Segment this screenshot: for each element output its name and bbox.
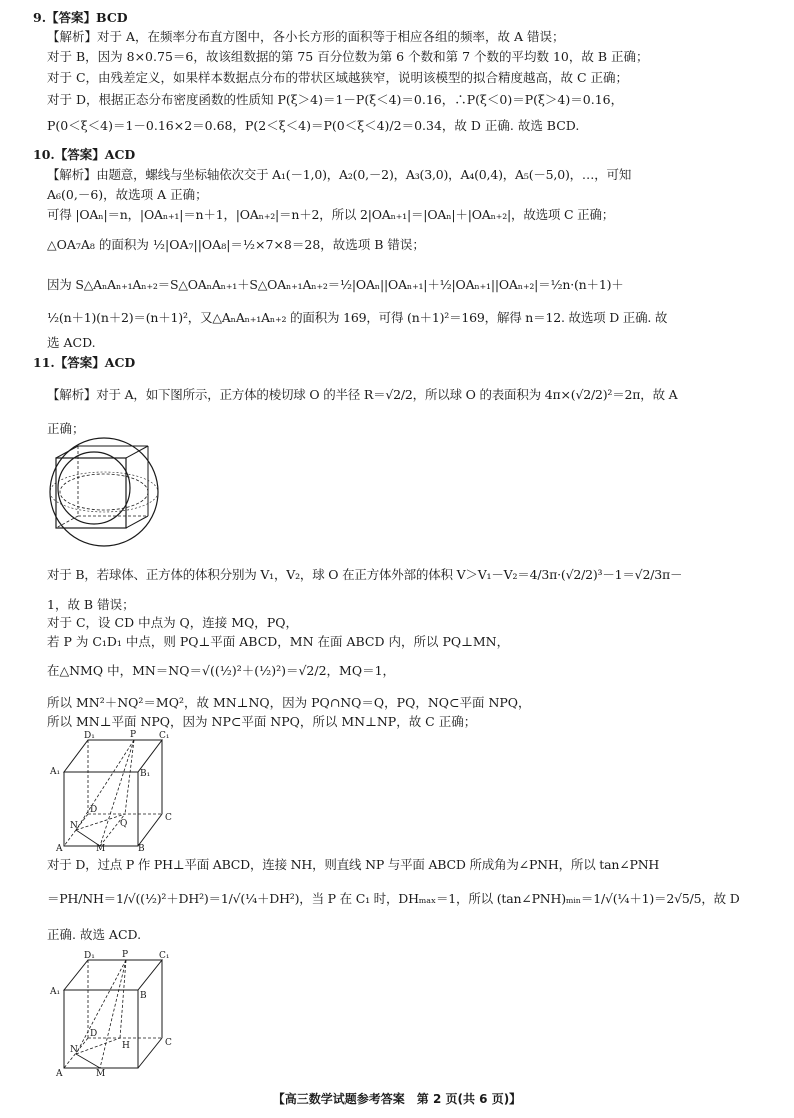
label-p: P [130, 730, 137, 740]
q10-line-3: 可得 |OAₙ|＝n，|OAₙ₊₁|＝n＋1，|OAₙ₊₂|＝n＋2，所以 2|OAₙ₊₁|＝|OAₙ|＋|OAₙ₊₂|，故选项 C 正确； [47, 207, 615, 222]
q11-line-1: 【解析】对于 A，如下图所示，正方体的棱切球 O 的半径 R＝√2/2，所以球 O 的表面积为 4π×(√2/2)²＝2π，故 A [47, 387, 678, 402]
q9-line-4: 对于 D，根据正态分布密度函数的性质知 P(ξ＞4)＝1－P(ξ＜4)＝0.16，∴P(ξ＜0)＝P(ξ＞4)＝0.16， [47, 92, 624, 107]
label-d-2: D [90, 1029, 98, 1039]
label-a-2: A [56, 1069, 63, 1079]
label-n: N [70, 821, 78, 831]
label-b1: B₁ [140, 769, 151, 779]
label-d: D [90, 805, 98, 815]
q11-line-3: 对于 B，若球体、正方体的体积分别为 V₁，V₂，球 O 在正方体外部的体积 V＞V₁－V₂＝4/3π·(√2/2)³－1＝√2/3π－ [47, 567, 683, 582]
q10-line-6: ½(n＋1)(n＋2)＝(n＋1)²，又△AₙAₙ₊₁Aₙ₊₂ 的面积为 169，可得 (n＋1)²＝169，解得 n＝12. 故选项 D 正确. 故 [47, 310, 668, 325]
label-c: C [165, 813, 172, 823]
label-c-2: C [165, 1038, 172, 1048]
page-footer: 【高三数学试题参考答案 第 2 页(共 6 页)】 [272, 1092, 522, 1106]
q9-line-3: 对于 C，由残差定义，如果样本数据点分布的带状区域越狭窄，说明该模型的拟合精度越高，故 C 正确； [47, 70, 629, 85]
q11-line-5: 对于 C，设 CD 中点为 Q，连接 MQ，PQ， [47, 615, 298, 630]
q11-line-7: 在△NMQ 中，MN＝NQ＝√((½)²＋(½)²)＝√2/2，MQ＝1， [47, 663, 396, 678]
label-n-2: N [70, 1045, 78, 1055]
label-a1-2: A₁ [50, 987, 61, 997]
label-b: B [138, 844, 145, 854]
label-h-2: H [122, 1041, 130, 1051]
q10-line-4: △OA₇A₈ 的面积为 ½|OA₇||OA₈|＝½×7×8＝28，故选项 B 错误； [47, 237, 425, 252]
sphere-cube-figure [48, 436, 168, 548]
q10-line-5: 因为 S△AₙAₙ₊₁Aₙ₊₂＝S△OAₙAₙ₊₁＋S△OAₙ₊₁Aₙ₊₂＝½|OAₙ||OAₙ₊₁|＋½|OAₙ₊₁||OAₙ₊₂|＝½n·(n＋1)＋ [47, 277, 624, 292]
q11-line-9: 所以 MN⊥平面 NPQ，因为 NP⊂平面 NPQ，所以 MN⊥NP，故 C 正确； [47, 714, 477, 729]
q10-line-1: 【解析】由题意，螺线与坐标轴依次交于 A₁(－1,0)，A₂(0,－2)，A₃(3,0)，A₄(0,4)，A₅(－5,0)，…，可知 [47, 167, 632, 182]
q11-line-12: 正确. 故选 ACD. [47, 927, 142, 942]
q10-line-2: A₆(0,－6)，故选项 A 正确； [47, 187, 208, 202]
label-d1: D₁ [84, 731, 95, 741]
q9-line-2: 对于 B，因为 8×0.75＝6，故该组数据的第 75 百分位数为第 6 个数和第 7 个数的平均数 10，故 B 正确； [47, 49, 649, 64]
label-m: M [96, 844, 106, 854]
label-q: Q [120, 819, 128, 829]
q11-line-8: 所以 MN²＋NQ²＝MQ²，故 MN⊥NQ，因为 PQ∩NQ＝Q，PQ，NQ⊂平面 NPQ， [47, 695, 531, 710]
label-m-2: M [96, 1069, 106, 1079]
q11-line-11: ＝PH/NH＝1/√((½)²＋DH²)＝1/√(¼＋DH²)，当 P 在 C₁ 时，DHₘₐₓ＝1，所以 (tan∠PNH)ₘᵢₙ＝1/√(¼＋1)＝2√5/5，故 D [47, 891, 740, 906]
label-b-top-2: B [140, 991, 147, 1001]
label-a1: A₁ [50, 767, 61, 777]
q11-answer: 11.【答案】ACD [33, 355, 136, 370]
q11-line-4: 1，故 B 错误； [47, 597, 135, 612]
cube-figure-d [48, 950, 183, 1078]
q11-line-6: 若 P 为 C₁D₁ 中点，则 PQ⊥平面 ABCD，MN 在面 ABCD 内，所以 PQ⊥MN， [47, 634, 510, 649]
q9-line-1: 【解析】对于 A，在频率分布直方图中，各小长方形的面积等于相应各组的频率，故 A 错误； [47, 29, 565, 44]
cube-figure-c [48, 730, 183, 852]
q11-line-2: 正确； [47, 421, 85, 436]
q10-line-7: 选 ACD. [47, 335, 96, 350]
label-p-2: P [122, 950, 129, 960]
q9-line-5: P(0＜ξ＜4)＝1－0.16×2＝0.68，P(2＜ξ＜4)＝P(0＜ξ＜4)/2＝0.34，故 D 正确. 故选 BCD. [47, 118, 580, 133]
label-a: A [56, 844, 63, 854]
q9-answer: 9.【答案】BCD [33, 10, 128, 25]
q11-line-10: 对于 D，过点 P 作 PH⊥平面 ABCD，连接 NH，则直线 NP 与平面 ABCD 所成角为∠PNH，所以 tan∠PNH [47, 857, 660, 872]
label-d1-2: D₁ [84, 951, 95, 961]
label-c1: C₁ [159, 731, 170, 741]
label-c1-2: C₁ [159, 951, 170, 961]
q10-answer: 10.【答案】ACD [33, 147, 136, 162]
